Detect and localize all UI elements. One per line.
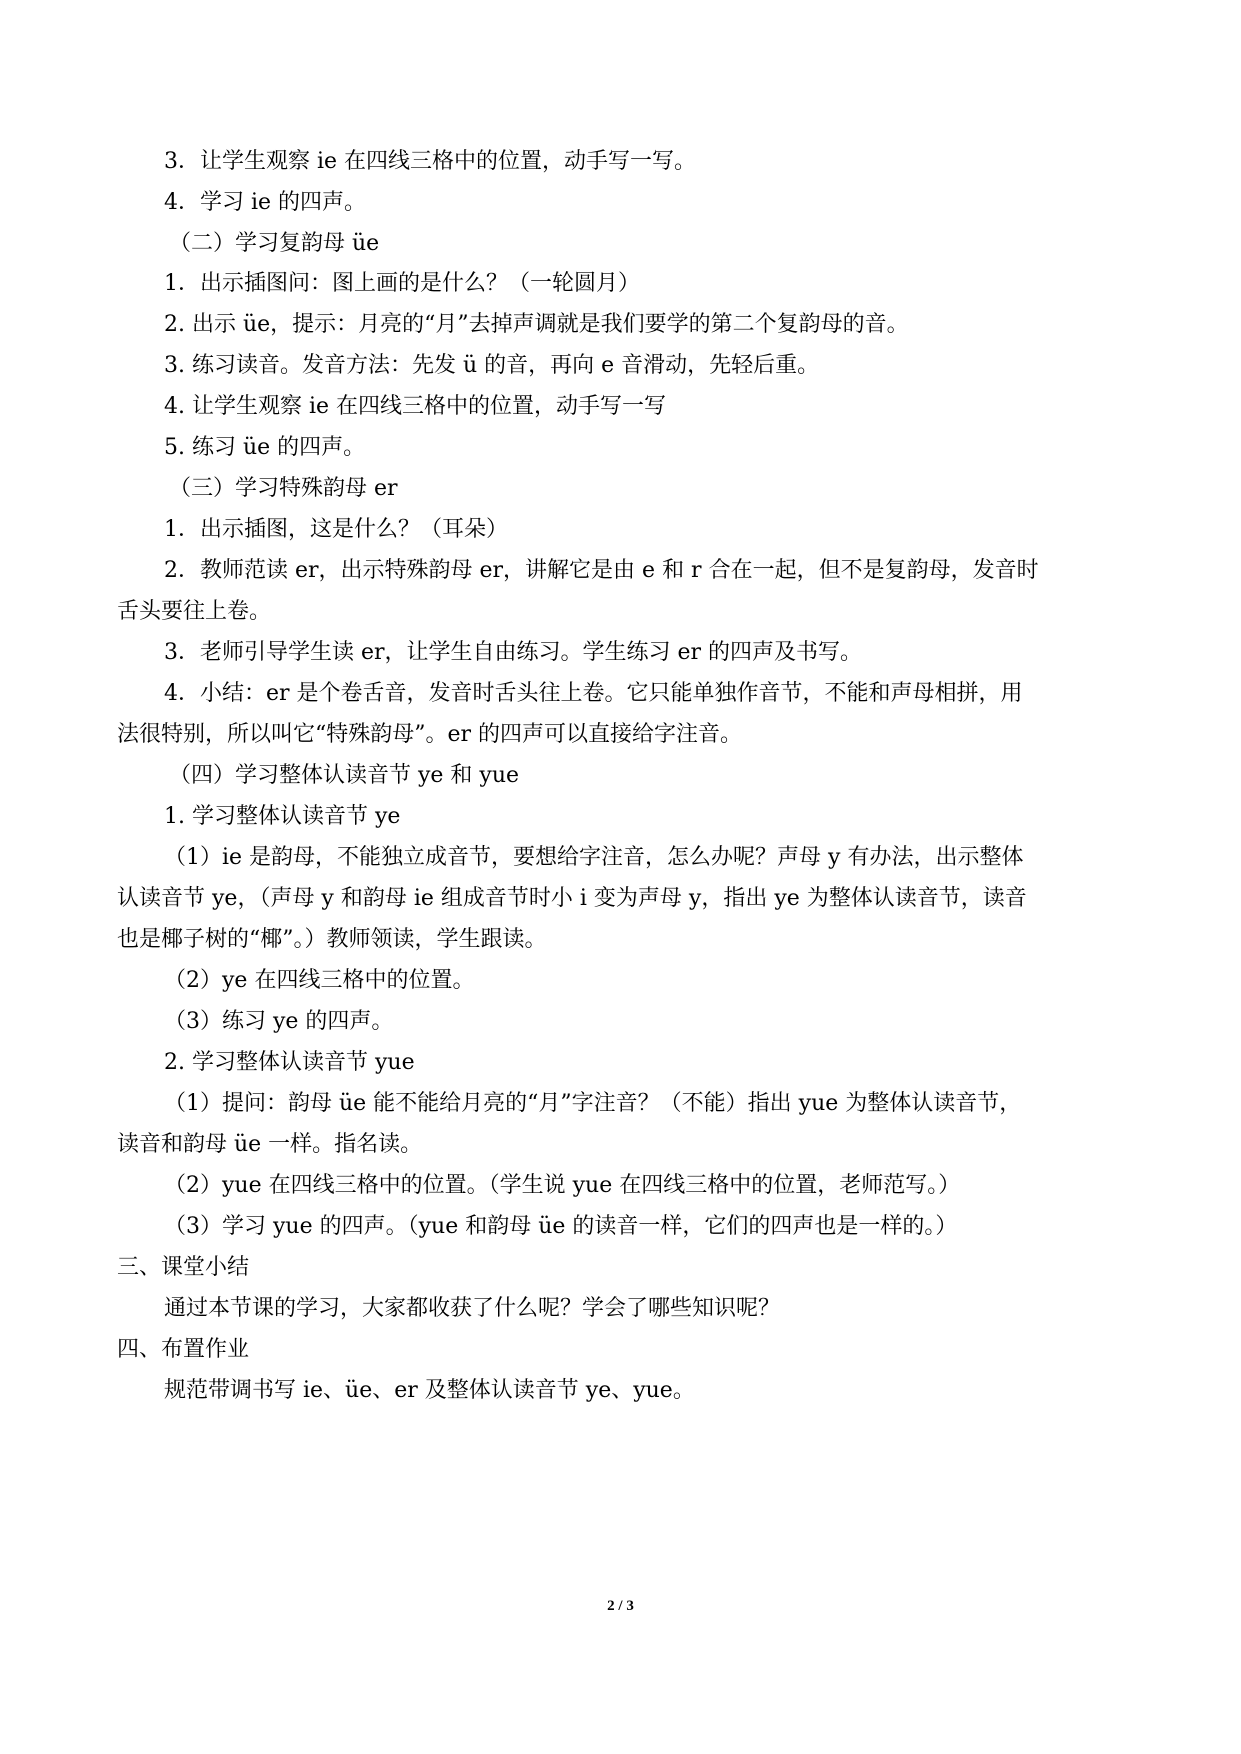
paragraph-line: 法很特别，所以叫它“特殊韵母”。er 的四声可以直接给字注音。 xyxy=(117,722,743,747)
paragraph-line: 通过本节课的学习，大家都收获了什么呢？学会了哪些知识呢？ xyxy=(164,1296,781,1321)
paragraph-line: 1．出示插图问：图上画的是什么？（一轮圆月） xyxy=(164,271,640,296)
paragraph-line: 认读音节 ye，（声母 y 和韵母 ie 组成音节时小 i 变为声母 y，指出 ye 为整体认读音节，读音 xyxy=(117,886,1027,911)
section-heading: （三）学习特殊韵母 er xyxy=(169,476,398,501)
paragraph-line: 4. 让学生观察 ie 在四线三格中的位置，动手写一写 xyxy=(164,394,667,419)
paragraph-line: 2. 学习整体认读音节 yue xyxy=(164,1050,415,1075)
paragraph-line: （3）练习 ye 的四声。 xyxy=(164,1009,394,1034)
paragraph-line: 2．教师范读 er，出示特殊韵母 er，讲解它是由 e 和 r 合在一起，但不是复韵母，发音时 xyxy=(164,558,1039,583)
paragraph-line: （3）学习 yue 的四声。（yue 和韵母 üe 的读音一样，它们的四声也是一样的。） xyxy=(164,1214,958,1239)
paragraph-line: （1）ie 是韵母，不能独立成音节，要想给字注音，怎么办呢？声母 y 有办法，出示整体 xyxy=(164,845,1024,870)
paragraph-line: 2. 出示 üe，提示：月亮的“月”去掉声调就是我们要学的第二个复韵母的音。 xyxy=(164,312,909,337)
paragraph-line: 4．学习 ie 的四声。 xyxy=(164,190,367,215)
paragraph-line: 4．小结：er 是个卷舌音，发音时舌头往上卷。它只能单独作音节，不能和声母相拼，用 xyxy=(164,681,1023,706)
paragraph-line: 舌头要往上卷。 xyxy=(117,599,272,624)
paragraph-line: （2）yue 在四线三格中的位置。（学生说 yue 在四线三格中的位置，老师范写。） xyxy=(164,1173,961,1198)
paragraph-line: 3. 练习读音。发音方法：先发 ü 的音，再向 e 音滑动，先轻后重。 xyxy=(164,353,820,378)
page-number: 2 / 3 xyxy=(607,1598,634,1614)
paragraph-line: 规范带调书写 ie、üe、er 及整体认读音节 ye、yue。 xyxy=(164,1378,695,1403)
section-heading: （四）学习整体认读音节 ye 和 yue xyxy=(169,763,520,788)
paragraph-line: （1）提问：韵母 üe 能不能给月亮的“月”字注音？（不能）指出 yue 为整体认读音节， xyxy=(164,1091,1022,1116)
paragraph-line: （2）ye 在四线三格中的位置。 xyxy=(164,968,475,993)
paragraph-line: 读音和韵母 üe 一样。指名读。 xyxy=(117,1132,423,1157)
paragraph-line: 5. 练习 üe 的四声。 xyxy=(164,435,366,460)
paragraph-line: 1. 学习整体认读音节 ye xyxy=(164,804,401,829)
paragraph-line: 也是椰子树的“椰”。）教师领读，学生跟读。 xyxy=(117,927,547,952)
section-heading: （二）学习复韵母 üe xyxy=(169,231,380,256)
paragraph-line: 3．让学生观察 ie 在四线三格中的位置，动手写一写。 xyxy=(164,149,697,174)
section-heading: 三、课堂小结 xyxy=(117,1255,250,1280)
paragraph-line: 1．出示插图，这是什么？（耳朵） xyxy=(164,517,508,542)
section-heading: 四、布置作业 xyxy=(117,1337,250,1362)
paragraph-line: 3．老师引导学生读 er，让学生自由练习。学生练习 er 的四声及书写。 xyxy=(164,640,863,665)
